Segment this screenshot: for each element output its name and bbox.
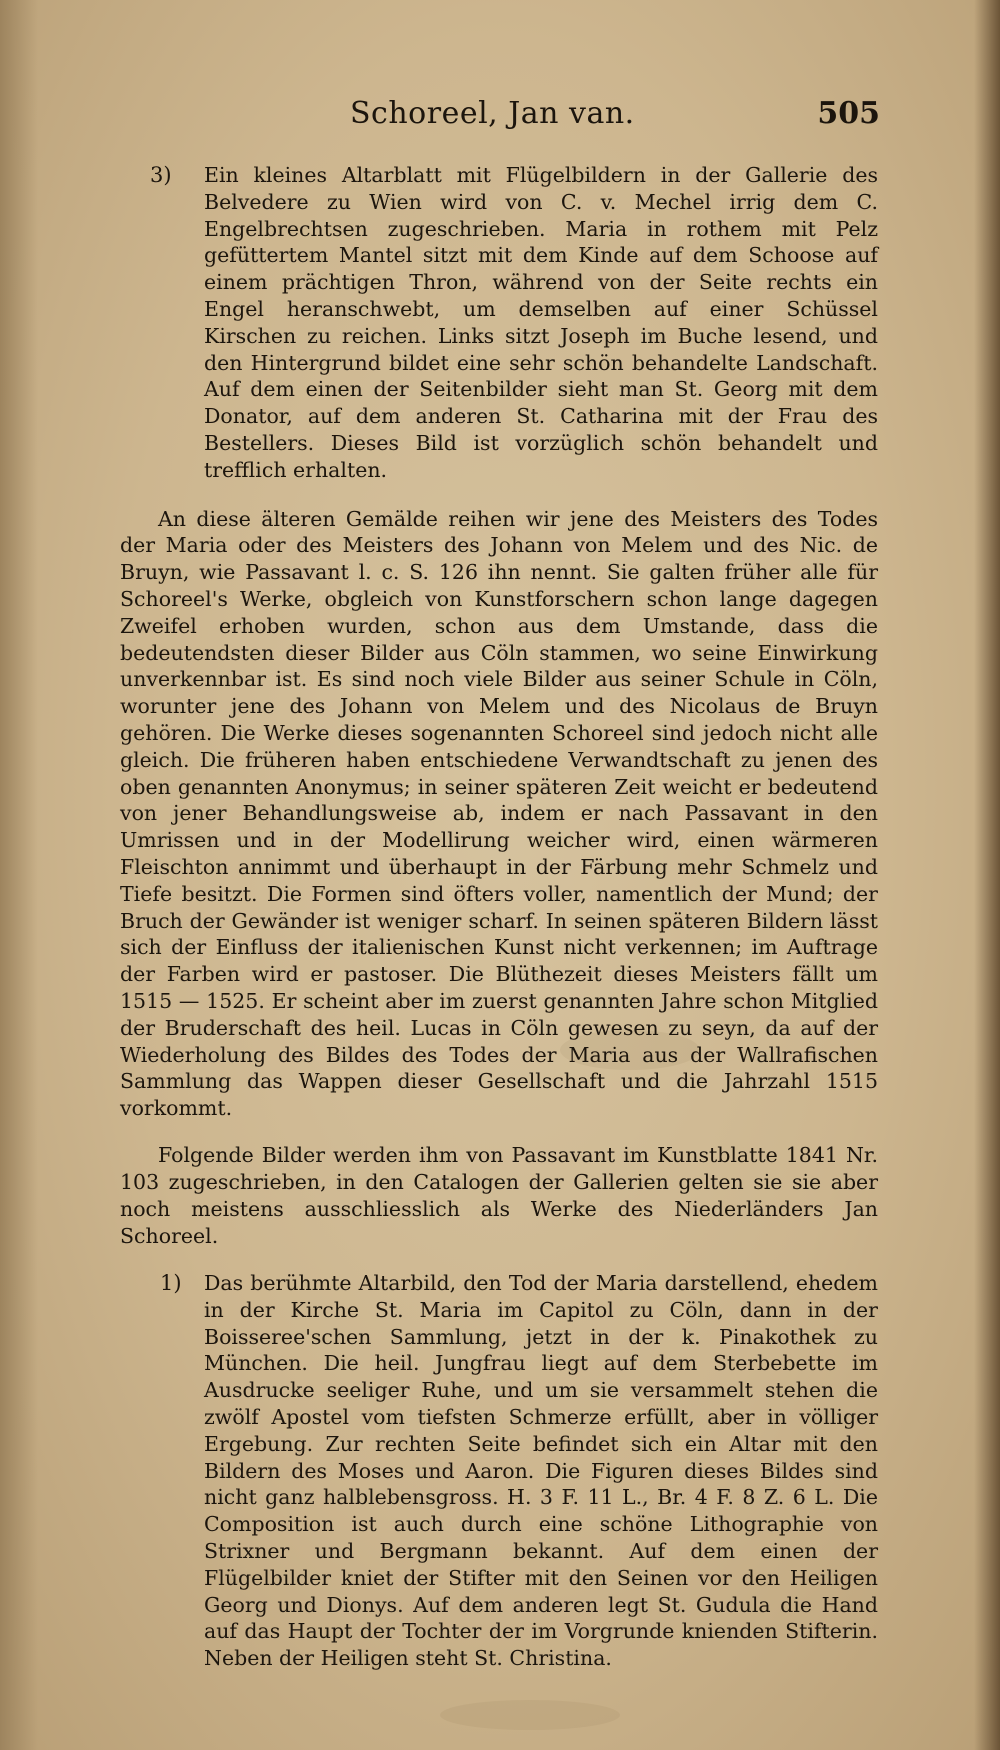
list-item-text: Das berühmte Altarbild, den Tod der Maria darstellend, ehedem in der Kirche St. Maria im Capitol zu Cöln, dann in der Boisseree'schen Sammlung, jetzt in der k. Pinakothek zu München. Die heil. Jungfrau liegt auf dem Sterbebette im Ausdrucke seeliger Ruhe, und um sie versammelt stehen die zwölf Apostel vom tiefsten Schmerze erfüllt, aber in völliger Ergebung. Zur rechten Seite befindet sich ein Altar mit den Bildern des Moses und Aaron. Die Figuren dieses Bildes sind nicht ganz halblebensgross. H. 3 F. 11 L., Br. 4 F. 8 Z. 6 L. Die Composition ist auch durch eine schöne Lithographie von Strixner und Bergmann bekannt. Auf dem einen der Flügelbilder kniet der Stifter mit den Seinen vor den Heiligen Georg und Dionys. Auf dem anderen legt St. Gudula die Hand auf das Haupt der Tochter der im Vorgrunde knienden Stifterin. Neben der Heiligen steht St. Christina.: [204, 1271, 878, 1671]
list-item-number: 3): [150, 163, 172, 187]
page-header: [160, 96, 880, 140]
page-edge-shadow-left: [0, 0, 38, 1750]
paper-stain: [440, 1700, 620, 1730]
page-number: 505: [817, 96, 880, 131]
page-body: [120, 162, 878, 1672]
list-item-3: [120, 162, 878, 484]
page-edge-shadow-right: [974, 0, 1000, 1750]
body-paragraph: Folgende Bilder werden ihm von Passavant im Kunstblatte 1841 Nr. 103 zugeschrieben, in den Catalogen der Gallerien gelten sie sie aber noch meistens ausschliesslich als Werke des Niederländers Jan Schoreel.: [120, 1143, 878, 1248]
running-head: Schoreel, Jan van.: [350, 96, 635, 131]
body-paragraph: An diese älteren Gemälde reihen wir jene des Meisters des Todes der Maria oder des Meisters des Johann von Melem und des Nic. de Bruyn, wie Passavant l. c. S. 126 ihn nennt. Sie galten früher alle für Schoreel's Werke, obgleich von Kunstforschern schon lange dagegen Zweifel erhoben wurden, schon aus dem Umstande, dass die bedeutendsten dieser Bilder aus Cöln stammen, wo seine Einwirkung unverkennbar ist. Es sind noch viele Bilder aus seiner Schule in Cöln, worunter jene des Johann von Melem und des Nicolaus de Bruyn gehören. Die Werke dieses sogenannten Schoreel sind jedoch nicht alle gleich. Die früheren haben entschiedene Verwandtschaft zu jenen des oben genannten Anonymus; in seiner späteren Zeit weicht er bedeutend von jener Behandlungsweise ab, indem er nach Passavant in den Umrissen und in der Modellirung weicher wird, einen wärmeren Fleischton annimmt und überhaupt in der Färbung mehr Schmelz und Tiefe besitzt. Die Formen sind öfters voller, namentlich der Mund; der Bruch der Gewänder ist weniger scharf. In seinen späteren Bildern lässt sich der Einfluss der italienischen Kunst nicht verkennen; im Auftrage der Farben wird er pastoser. Die Blüthezeit dieses Meisters fällt um 1515 — 1525. Er scheint aber im zuerst genannten Jahre schon Mitglied der Bruderschaft des heil. Lucas in Cöln gewesen zu seyn, da auf der Wiederholung des Bildes des Todes der Maria aus der Wallrafischen Sammlung das Wappen dieser Gesellschaft und die Jahrzahl 1515 vorkommt.: [120, 506, 878, 1121]
list-item-text: Ein kleines Altarblatt mit Flügelbildern in der Gallerie des Belvedere zu Wien wird von C. v. Mechel irrig dem C. Engelbrechtsen zugeschrieben. Maria in rothem mit Pelz gefüttertem Mantel sitzt mit dem Kinde auf dem Schoose auf einem prächtigen Thron, während von der Seite rechts ein Engel heranschwebt, um demselben auf einer Schüssel Kirschen zu reichen. Links sitzt Joseph im Buche lesend, und den Hintergrund bildet eine sehr schön behandelte Landschaft. Auf dem einen der Seitenbilder sieht man St. Georg mit dem Donator, auf dem anderen St. Catharina mit der Frau des Bestellers. Dieses Bild ist vorzüglich schön behandelt und trefflich erhalten.: [204, 163, 878, 482]
list-item-1: [120, 1270, 878, 1672]
list-item-number: 1): [160, 1271, 182, 1296]
